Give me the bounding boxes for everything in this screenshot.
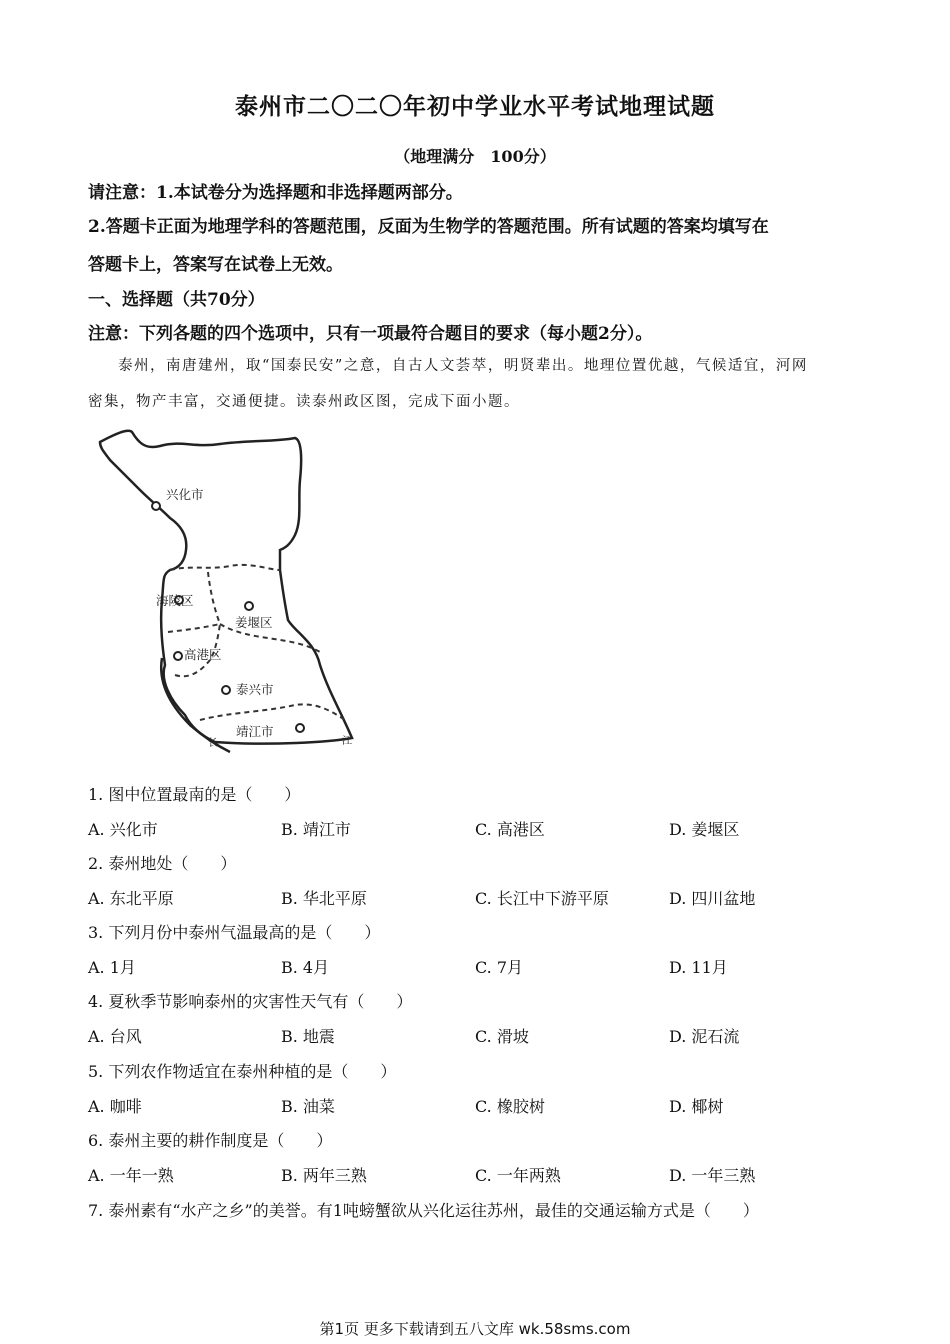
jiangyan-dot	[245, 602, 253, 610]
page-subtitle: （地理满分 100分）	[394, 147, 556, 166]
question-1-option-d: D. 姜堰区	[669, 820, 740, 839]
label-taixing: 泰兴市	[236, 682, 274, 697]
label-xinghua: 兴化市	[166, 487, 204, 502]
question-6-option-b: B. 两年三熟	[281, 1166, 367, 1185]
question-1-option-b: B. 靖江市	[281, 820, 351, 839]
question-2-option-c: C. 长江中下游平原	[475, 889, 609, 908]
taizhou-map	[90, 420, 370, 760]
question-5-stem: 5. 下列农作物适宜在泰州种植的是（ ）	[88, 1062, 397, 1081]
border-xinghua-south	[170, 565, 280, 570]
label-chang: 长	[208, 738, 218, 749]
border-hailing-gaogang	[168, 624, 220, 632]
question-2-option-a: A. 东北平原	[88, 889, 174, 908]
question-1-option-a: A. 兴化市	[88, 820, 158, 839]
label-jingjiang: 靖江市	[236, 724, 274, 739]
question-4-option-d: D. 泥石流	[669, 1027, 740, 1046]
question-7-stem: 7. 泰州素有“水产之乡”的美誉。有1吨螃蟹欲从兴化运往苏州，最佳的交通运输方式是（ ）	[88, 1201, 759, 1220]
question-6-option-a: A. 一年一熟	[88, 1166, 174, 1185]
question-2-stem: 2. 泰州地处（ ）	[88, 854, 237, 873]
taixing-dot	[222, 686, 230, 694]
map-outer-boundary	[100, 431, 352, 744]
question-5-option-c: C. 橡胶树	[475, 1097, 545, 1116]
page-title: 泰州市二〇二〇年初中学业水平考试地理试题	[235, 93, 715, 120]
question-5-option-d: D. 椰树	[669, 1097, 724, 1116]
question-1-option-c: C. 高港区	[475, 820, 545, 839]
page-footer: 第1页 更多下载请到五八文库 wk.58sms.com	[319, 1320, 631, 1338]
question-3-option-b: B. 4月	[281, 958, 330, 977]
gaogang-dot	[174, 652, 182, 660]
passage-line-2: 密集，物产丰富，交通便捷。读泰州政区图，完成下面小题。	[88, 394, 520, 410]
xinghua-dot	[152, 502, 160, 510]
label-gaogang: 高港区	[184, 647, 222, 662]
question-3-stem: 3. 下列月份中泰州气温最高的是（ ）	[88, 923, 381, 942]
question-5-option-a: A. 咖啡	[88, 1097, 142, 1116]
section-heading: 一、选择题（共70分）	[88, 290, 265, 310]
question-3-option-d: D. 11月	[669, 958, 728, 977]
label-jiang: 江	[342, 736, 352, 747]
label-jiangyan: 姜堰区	[235, 615, 273, 630]
border-taixing-jingjiang	[200, 704, 345, 720]
question-4-option-a: A. 台风	[88, 1027, 142, 1046]
question-6-option-d: D. 一年三熟	[669, 1166, 756, 1185]
question-5-option-b: B. 油菜	[281, 1097, 335, 1116]
question-3-option-c: C. 7月	[475, 958, 524, 977]
question-4-option-b: B. 地震	[281, 1027, 335, 1046]
border-hailing-jiangyan	[208, 572, 220, 624]
section-note: 注意：下列各题的四个选项中，只有一项最符合题目的要求（每小题2分）。	[88, 324, 653, 344]
notice-line-3: 答题卡上，答案写在试卷上无效。	[88, 255, 343, 275]
question-4-stem: 4. 夏秋季节影响泰州的灾害性天气有（ ）	[88, 992, 413, 1011]
question-6-stem: 6. 泰州主要的耕作制度是（ ）	[88, 1131, 333, 1150]
notice-line-2: 2.答题卡正面为地理学科的答题范围，反面为生物学的答题范围。所有试题的答案均填写在	[88, 217, 769, 237]
question-4-option-c: C. 滑坡	[475, 1027, 529, 1046]
question-1-stem: 1. 图中位置最南的是（ ）	[88, 785, 301, 804]
notice-line-1: 请注意：1.本试卷分为选择题和非选择题两部分。	[88, 183, 463, 203]
label-hailing: 海陵区	[156, 593, 194, 608]
question-2-option-d: D. 四川盆地	[669, 889, 756, 908]
question-3-option-a: A. 1月	[88, 958, 136, 977]
question-2-option-b: B. 华北平原	[281, 889, 367, 908]
question-6-option-c: C. 一年两熟	[475, 1166, 561, 1185]
jingjiang-dot	[296, 724, 304, 732]
passage-line-1: 泰州，南唐建州，取“国泰民安”之意，自古人文荟萃，明贤辈出。地理位置优越，气候适宜，河网	[118, 358, 808, 374]
